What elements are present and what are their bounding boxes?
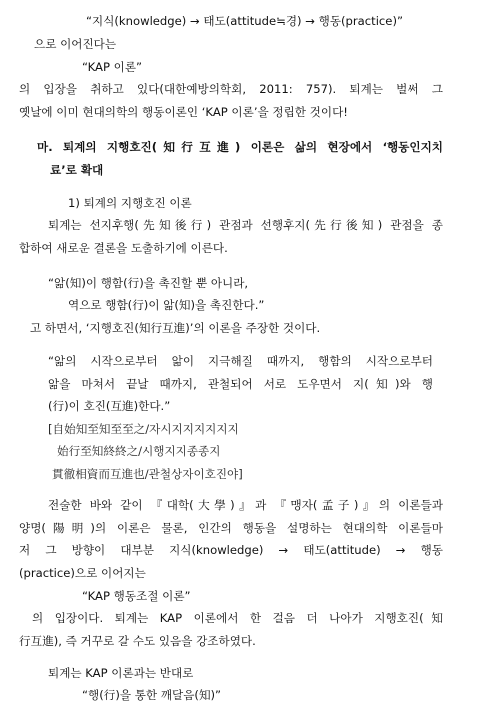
quote-line: “행(行)을 통한 깨달음(知)” xyxy=(82,688,222,702)
classical-citation: 貫徹相資而互進也/관철상자이호진야] xyxy=(52,467,243,481)
subsection-heading: 1) 퇴계의 지행호진 이론 xyxy=(68,196,192,210)
quote-line: 역으로 행함(行)이 앎(知)을 촉진한다.” xyxy=(68,298,265,312)
quote-line: “앎의 시작으로부터 앎이 지극해질 때까지, 행함의 시작으로부터 xyxy=(48,354,433,368)
text-line: 고 하면서, ‘지행호진(知行互進)’의 이론을 주장한 것이다. xyxy=(30,321,321,335)
section-heading: 마. 퇴계의 지행호진(知行互進) 이론은 삶의 현장에서 ‘행동인지치 xyxy=(37,140,443,154)
classical-citation: 始行至知終終之/시행지지종종지 xyxy=(57,444,221,458)
classical-citation: [自始知至知至至之/자시지지지지지지 xyxy=(48,422,239,436)
text-line: 의 입장을 취하고 있다(대한예방의학회, 2011: 757). 퇴계는 벌써 그 xyxy=(19,82,443,96)
text-line: 옛날에 이미 현대의학의 행동이론인 ‘KAP 이론’을 정립한 것이다! xyxy=(19,105,348,119)
quote-line: 앎을 마쳐서 끝날 때까지, 관철되어 서로 도우면서 지(知)와 행 xyxy=(48,377,433,391)
quote-line: “앎(知)이 행함(行)을 촉진할 뿐 아니라, xyxy=(48,276,249,290)
text-line: 行互進), 즉 거꾸로 갈 수도 있음을 강조하였다. xyxy=(19,634,256,648)
text-line: 퇴계는 KAP 이론과는 반대로 xyxy=(48,666,194,680)
text-line: (practice)으로 이어지는 xyxy=(19,566,146,580)
text-line: 전술한 바와 같이 『대학(大學)』과 『맹자(孟子)』의 이론들과 xyxy=(48,498,443,512)
quote-kap-behavior: “KAP 행동조절 이론” xyxy=(82,589,191,603)
text-line: 으로 이어진다는 xyxy=(34,37,117,51)
text-line: 합하여 새로운 결론을 도출하기에 이른다. xyxy=(19,241,228,255)
text-line: 퇴계는 선지후행(先知後行) 관점과 선행후지(先行後知) 관점을 종 xyxy=(48,218,443,232)
quote-line: (行)이 호진(互進)한다.” xyxy=(48,399,171,413)
text-line: 양명(陽明)의 이론은 물론, 인간의 행동을 설명하는 현대의학 이론들마 xyxy=(19,521,443,535)
quote-kap-theory: “KAP 이론” xyxy=(82,60,143,74)
section-heading-cont: 료’로 확대 xyxy=(50,163,104,177)
quote-kap-model: “지식(knowledge) → 태도(attitude≒경) → 행동(practice)” xyxy=(86,14,403,28)
text-line: 의 입장이다. 퇴계는 KAP 이론에서 한 걸음 더 나아가 지행호진(知 xyxy=(32,611,443,625)
text-line: 저 그 방향이 대부분 지식(knowledge) → 태도(attitude) → 행동 xyxy=(19,543,443,557)
